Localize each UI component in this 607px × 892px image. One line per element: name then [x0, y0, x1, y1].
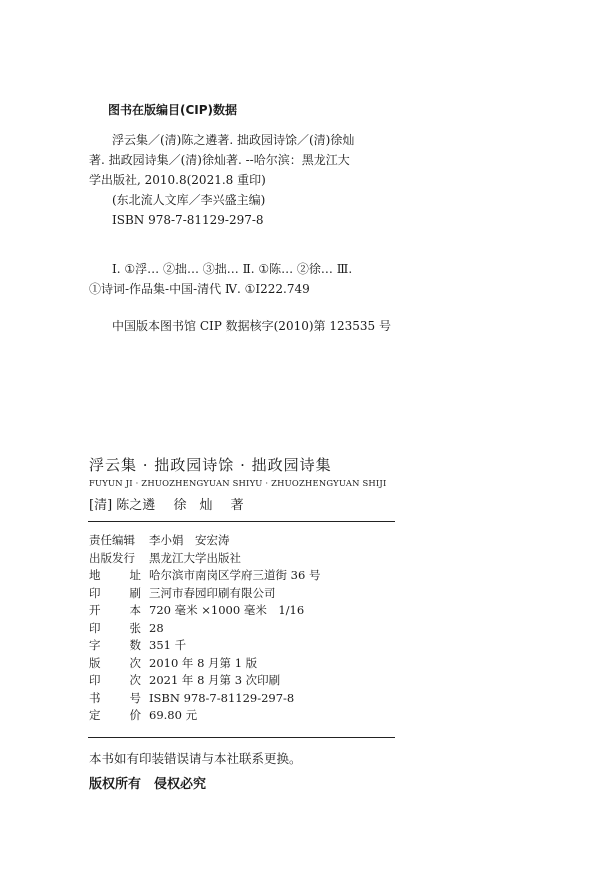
info-label-char: 数: [129, 638, 141, 652]
info-label: 出版发行: [89, 550, 135, 565]
book-title: 浮云集 · 拙政园诗馀 · 拙政园诗集: [89, 456, 332, 474]
info-value: 720 毫米 ×1000 毫米 1/16: [149, 603, 305, 617]
info-label-char: 刷: [129, 585, 141, 600]
info-label-char: 本: [129, 603, 141, 617]
return-notice: 本书如有印装错误请与本社联系更换。: [89, 751, 302, 766]
info-label: [89, 672, 141, 690]
info-value: 哈尔滨市南岗区学府三道街 36 号: [149, 568, 321, 582]
info-value: 三河市春园印刷有限公司: [149, 585, 276, 600]
info-label-char: 张: [129, 620, 141, 635]
info-label-char: 次: [129, 655, 141, 670]
info-value: 2010 年 8 月第 1 版: [149, 655, 258, 670]
info-label-char: 印: [89, 585, 101, 600]
info-label-char: 印: [89, 620, 101, 635]
info-label: [89, 690, 141, 708]
info-label-char: 定: [89, 708, 101, 722]
info-label: [89, 655, 141, 673]
cip-isbn: ISBN 978-7-81129-297-8: [112, 213, 264, 227]
info-label: 责任编辑: [89, 533, 135, 547]
info-label-char: 次: [129, 673, 141, 687]
info-label-char: 址: [129, 568, 141, 582]
book-title-pinyin: FUYUN JI · ZHUOZHENGYUAN SHIYU · ZHUOZHENGYUAN SHIJI: [89, 478, 387, 488]
info-row: [89, 550, 320, 568]
divider-bottom: [88, 737, 395, 738]
info-row: [89, 532, 320, 550]
copyright-notice: 版权所有 侵权必究: [89, 777, 207, 792]
cip-record-block: [89, 130, 354, 230]
info-label: [89, 707, 141, 725]
book-authors: [89, 494, 244, 513]
cip-line: 浮云集／(清)陈之遴著. 拙政园诗馀／(清)徐灿: [112, 133, 355, 147]
info-value: 2021 年 8 月第 3 次印刷: [149, 673, 281, 687]
info-value: 黑龙江大学出版社: [149, 550, 241, 565]
info-label: [89, 602, 141, 620]
cip-subject-line: Ⅰ. ①浮… ②拙… ③拙… Ⅱ. ①陈… ②徐… Ⅲ.: [112, 262, 353, 276]
info-row: [89, 602, 320, 620]
cip-subject-line: ①诗词-作品集-中国-清代 Ⅳ. ①I222.749: [89, 282, 310, 296]
author-chen: 陈之遴: [116, 498, 156, 513]
info-row: [89, 567, 320, 585]
info-row: [89, 707, 320, 725]
info-label-char: 印: [89, 673, 101, 687]
info-row: [89, 672, 320, 690]
info-row: [89, 655, 320, 673]
info-label-char: 字: [89, 638, 101, 652]
divider-top: [88, 521, 395, 522]
dynasty: [清]: [89, 498, 113, 513]
info-label-char: 号: [129, 690, 141, 705]
info-label: [89, 567, 141, 585]
info-label-char: 地: [89, 568, 101, 582]
publication-info: [89, 532, 320, 725]
cip-subjects: [89, 259, 352, 299]
author-role: 著: [230, 498, 244, 513]
info-label-char: 开: [89, 603, 101, 617]
info-row: [89, 585, 320, 603]
info-label: [89, 620, 141, 638]
info-value: 351 千: [149, 638, 187, 652]
info-row: [89, 690, 320, 708]
info-value: ISBN 978-7-81129-297-8: [149, 690, 295, 705]
info-value: 69.80 元: [149, 708, 198, 722]
info-value: 李小娟 安宏涛: [149, 533, 230, 547]
info-label-char: 书: [89, 690, 101, 705]
cip-heading: 图书在版编目(CIP)数据: [108, 103, 238, 117]
cip-line: 学出版社, 2010.8(2021.8 重印): [89, 173, 266, 187]
cip-series: (东北流人文库／李兴盛主编): [112, 193, 266, 207]
cip-line: 著. 拙政园诗集／(清)徐灿著. --哈尔滨：黑龙江大: [89, 153, 350, 167]
info-row: [89, 620, 320, 638]
cip-record-number: [89, 316, 391, 336]
info-row: [89, 637, 320, 655]
info-label: [89, 637, 141, 655]
info-label-char: 价: [129, 708, 141, 722]
info-label: [89, 585, 141, 603]
cip-record-text: 中国版本图书馆 CIP 数据核字(2010)第 123535 号: [112, 319, 391, 333]
author-xu: 徐 灿: [173, 498, 213, 513]
info-label-char: 版: [89, 655, 101, 670]
info-value: 28: [149, 620, 164, 635]
